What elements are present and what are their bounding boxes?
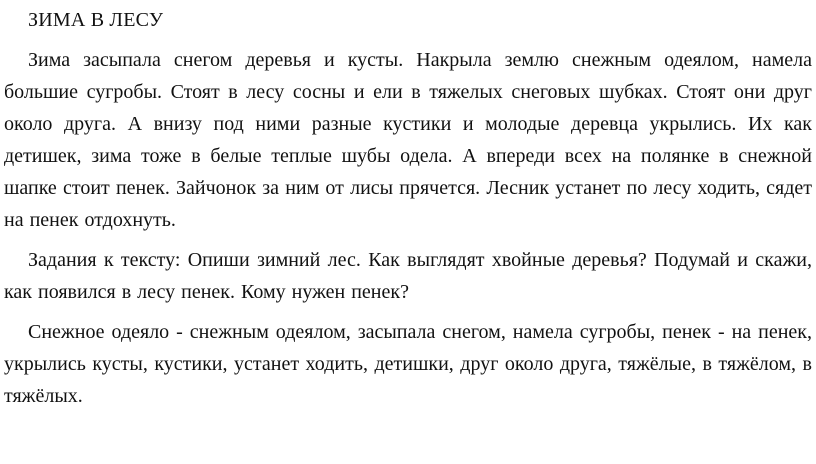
vocabulary-paragraph: Снежное одеяло - снежным одеялом, засыпала снегом, намела сугробы, пенек - на пенек, укрылись кусты, кустики, устанет ходить, детишки, друг около друга, тяжёлые, в тяжёлом, в тяжёлых. xyxy=(4,321,812,407)
story-paragraph: Зима засыпала снегом деревья и кусты. Накрыла землю снежным одеялом, намела большие сугробы. Стоят в лесу сосны и ели в тяжелых снеговых шубках. Стоят они друг около друга. А внизу под ними разные кустики и молодые деревца укрылись. Их как детишек, зима тоже в белые теплые шубы одела. А впереди всех на полянке в снежной шапке стоит пенек. Зайчонок за ним от лисы прячется. Лесник устанет по лесу ходить, сядет на пенек отдохнуть. xyxy=(4,49,812,231)
document-title: ЗИМА В ЛЕСУ xyxy=(28,9,164,31)
tasks-paragraph: Задания к тексту: Опиши зимний лес. Как выглядят хвойные деревья? Подумай и скажи, как появился в лесу пенек. Кому нужен пенек? xyxy=(4,249,812,303)
